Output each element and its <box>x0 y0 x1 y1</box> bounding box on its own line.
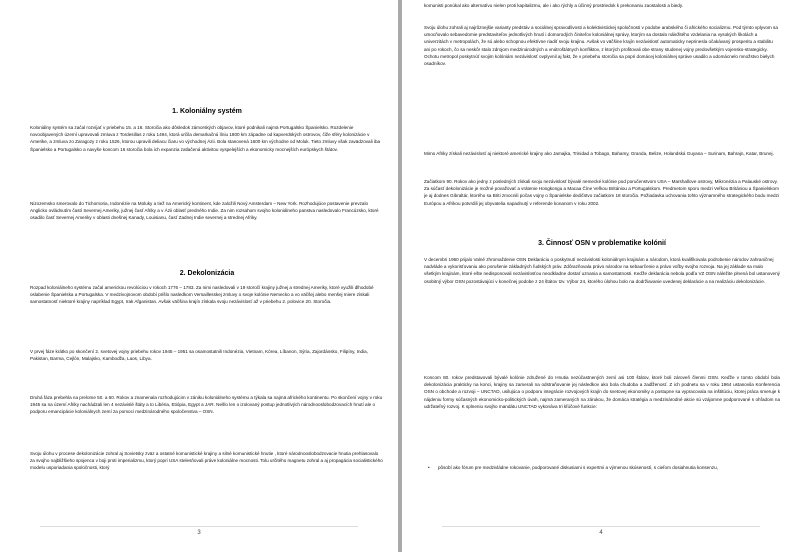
section-heading-činnosť-osn: 3. Činnosť OSN v problematike kolónií <box>538 240 666 247</box>
paragraph-block <box>30 200 384 222</box>
paragraph: Svoju úlohu zohrali aj najrôznejšie varianty predstáv a sociálnej spravodlivosti a kolektivistickej spoločnosti v podobe arabského či afrického socializmu. Pod týmto vplyvom sa umocňovalo sebavedomie predstaviteľov jednotlivých hnutí i domorodých činiteľov koloniálnej správy, ktorým sa dostalo náležitého vzdelania na vysokých školách a univerzitách v metropolách, že sú alebo schopnou efektívne riadiť svoju krajinu. Avšak vo väčšine krajín nezávislosť automaticky neprinesla očakávaný prosperitu a stabilitu ani po rokoch, čo sa neskôr stalo zdrojom medzinárodných a vnútroštátnych konfliktov, z ktorých profitovali obe strany studenej vojny predovšetkým vojensko-strategicky. Ochotu metropol poskytnúť svojim kolóniám nezávislosť ovplyvnil aj fakt, že v priebehu storočia sa popri domácej koloniálnej správe usadilo a udomácnelo množstvo bielych osadníkov. <box>424 25 778 67</box>
footer-divider <box>40 526 358 527</box>
paragraph: V prvej fáze krátko po skončení 2. svetovej vojny priebehu rokov 1945 – 1951 sa osamostatnili Indonézia, Vietnam, Kórea, Líbanon, Sýria, Zajordánsko, Filipíny, India, Pakistan, Barma, Cejlón, Malajsko, Kambodža, Laos, Libya. <box>30 349 368 362</box>
paragraph: komunisti ponúkal ako alternatívu nielen proti kapitalizmu, ale i ako rýchly a účinný prostriedok k prekonaniu zaostalosti a biedy. <box>424 3 684 8</box>
section-2-heading-block <box>30 270 384 277</box>
paragraph: Koloniálny systém sa začal rozvíjať v priebehu 15. a 16. Storočia ako dôsledok zámorských objavov, ktoré podnikali najmä Portugalsko Španielsko. Rozdelenie novoobjavených území upravovali zmluva z Tordesillas z roku 1494, ktorá určila demarkačnú líniu 1800 km západne od kapverdských ostrovov, čiže sféry kolonizácie v Amerike, a zmluva zo Zaragozy z roku 1526, ktorou upravili deliacu čiaru vo východnej Ázii. Bola stanovená 1600 km východne od Moluk. Tieto zmluvy však zavädzovali iba Španielsko a Portugalsko a navyše koncom 16 storočia bola ich expanzia zatlačená aktivitou vyspelejších a ekonomicky mocnejších európskych štátov. <box>30 125 381 152</box>
footer-divider <box>442 526 760 527</box>
paragraph-block <box>30 394 384 416</box>
section-3-heading-block <box>424 240 780 247</box>
paragraph: Druhá fáza prebehla na prelome 50. a 60. Rokov a znamenala rozhodujúcim v zániku koloniálneho systému a týkala sa najmä afrického kontinentu. Po skončení vojny v roku 1945 sa na území Afriky nachádzali len 4 nezávislé štáty a to Libéria, Etiópia, Egypt a JAR. Nešlo len o izolovaný postup jednotlivých národnooslobodzovacích hnutí ale o podporu emancipácie koloniálnych zemí za pomoci medzinárodného spoločenstva – OSN. <box>30 395 383 415</box>
list-item-text: pôsobí ako fórum pre medzivládne rokovanie, podporované diskusiami s expertmi a výmenou skúseností, s cieľom dosiahnutia konsenzu, <box>438 465 718 470</box>
paragraph-block <box>30 284 384 306</box>
bullet-icon: • <box>428 465 430 470</box>
paragraph-block <box>424 178 780 207</box>
paragraph-block <box>424 256 780 285</box>
paragraph-block <box>30 348 384 362</box>
section-1-heading-block <box>30 108 384 115</box>
paragraph-block <box>424 150 780 157</box>
bullet-list <box>424 464 780 471</box>
paragraph: Koncom 80. rokov predstavovali bývalé kolónie združené do Hnutia nezúčastnených zemí asi 100 štátov, ktoré boli zároveň členmi OSN. Keďže v tomto období bola dekolonizácia prakticky na konci, krajiny sa zamerali na odstraňovanie jej následkov ako bola chudoba a zadĺženosť. Z ich podnetu sa v roku 1964 ustanovila Konferencia OSN o obchode a rozvoji – UNCTAD, usilujúca o podporu integrácie rozvojových krajín do svetovej ekonomiky a postupne sa vypracovala na inštitúciu, ktorej práca smeruje k nájdeniu formy súčasných ekonomicko-politických úvah, najmä zameraných na zárukou, že domáca stratégia a medzinárodné akcie sú vzájomne podporované s ohľadom na udržateľný rozvoj. K splneniu svojho mandátu UNCTAD vykonáva tri kľúčové funkcie: <box>424 375 780 409</box>
list-item <box>424 464 780 471</box>
section-heading-koloniálny-systém: 1. Koloniálny systém <box>172 108 242 115</box>
section-heading-dekolonizácia: 2. Dekolonizácia <box>179 270 235 277</box>
paragraph-block <box>424 2 780 9</box>
paragraph: Svoju úlohu v procese dekolonizácie zohral aj Sovietsky zväz a ostatné komunistické krajiny a silné komunistické hnutie , ktoré národnooslobodzovacie hnutia prehlasovalo za svojho najbližšieho spojenca v boji proti imperializmu, ktorý popri USA stelesňovali práve koloniálne mocnosti. Tolu určitého magnetu zohral a aj propagácia socialistického modelu usporiadania spoločnosti, ktorý <box>30 451 383 471</box>
paragraph-block <box>424 24 780 67</box>
paragraph-block <box>424 374 780 410</box>
document-page-right <box>402 0 800 552</box>
document-page-left <box>0 0 398 552</box>
paragraph: V decembri 1960 prijalo Valné zhromaždenie OSN Deklaráciu o poskytnutí nezávislosti koloniálnym krajinám a národom, ktorá kvalifikovala podrobenie národov zahraničnej nadvláde a vykorisťovaniu ako porušenie základných ľudských práv. Zdôrazňovala právo národov na sebaurčenie a právo voľby svojho rozvoja. Na jej základe sa malo všetkým krajinám, ktoré ešte nedisponovali nezávislosťou neodkladne dostať uznania a samostatnosti. Keďže deklarácia nebola podľa VZ OSN náležite plnená bol ustanovený osobitný výbor OSN pozostávajúci v konečnej podobe z 24 štátov tzv. Výbor 24, ktorého úlohou bolo na dodržiavanie uvedenej deklarácie a na realizáciu dekolonizácie. <box>424 257 780 284</box>
paragraph: Začiatkom 90. Rokov ako jedny z posledných získali svoju nezávislosť bývalé nemecké kolónie pod poručenstvom USA – Marshallove ostrovy, Mikronézia a Palauské ostrovy. Za súčasť dekolonizácie je možné považovať a vrátenie Hongkongu a Macaa Číne Veľkou Britániou a Portugalskom. Predmetom sporu medzi Veľkou Britániou a Španielskom je aj dodnes Gibraltár, ktorého sa Briti zmocnili počas vojny o Španielske dedičstvo začiatkom 18 storočia. Požiadavka uchovania tohto významného strategického bodu medzi Európou a Afrikou potvrdili jej obyvatelia napadnutý v referende konanom v roku 2002. <box>424 179 779 206</box>
paragraph: Rozpad koloniálneho systému začal americkou revolúciou v rokoch 1776 – 1783. Za nimi nasledovali v 19 storočí krajiny južnej a strednej Ameriky, ktoré využili dlhodobé oslabenie Španielska a Portugalska. V medzivojnovom období prišlo nasledkom Versaillesskej zmluvy o svoje kolónie Nemecko a vo väčšej alebo menšej miere získali samostatnosť niektoré krajiny napríklad Egypt, Irak Afganistan. Avšak väčšina krajín získala svoju nezávislosť až v priebehu 2. polovice 20. Storočia. <box>30 285 374 305</box>
paragraph-block <box>30 124 384 153</box>
paragraph: Nizozemsko smerovalo do Tichomoria, Indonézie na Moluky a tiež na Americký kontinent, kde založili Nový Amsterdam – New York. Rozhodujúce postavenie prevzalo Anglicko ovládnutím častí Severnej Ameriky, južnej časť Afriky a v Ázii oblasť predného Indie. Za nim rozsahom svojho koloniálneho panstva nasledovalo Francúzsko, ktoré osadilo časť Severnej Ameriky v oblasti dnešnej Kanady, Louisianu, časť Zadnej Indie severnej a strednej Afriky. <box>30 201 379 221</box>
page-number: 4 <box>599 530 603 536</box>
page-number: 3 <box>197 530 201 536</box>
paragraph-block <box>30 450 384 472</box>
paragraph: Mimo Afriky získali nezávislosť aj niektoré americké krajiny ako Jamajka, Trinidad a Tobago, Bahamy, Granda, Belize, Holandská Guyana – Surinam, Bahrajn, Katar, Brunej. <box>424 151 774 156</box>
